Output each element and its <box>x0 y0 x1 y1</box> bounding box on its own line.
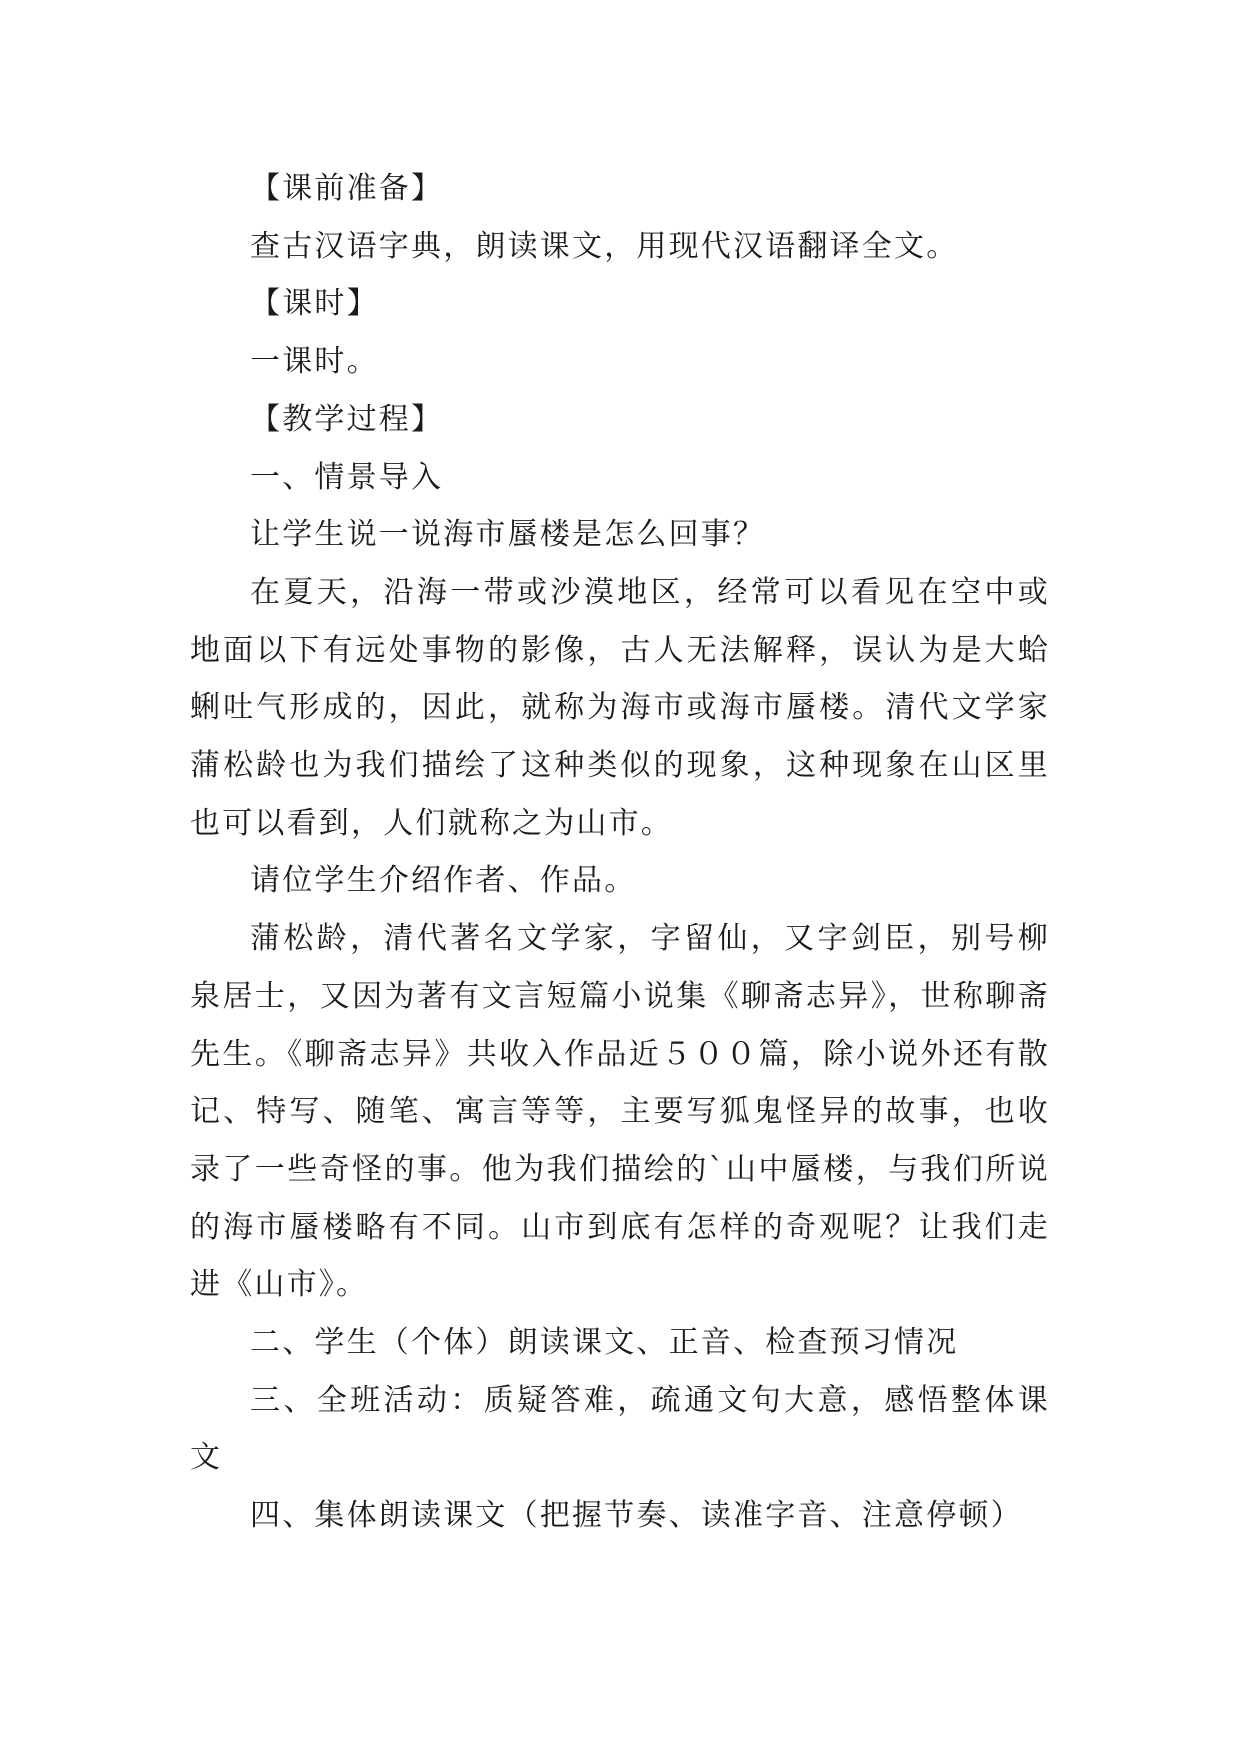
step-heading-introduction: 一、情景导入 <box>250 459 444 495</box>
paragraph-mirage-explanation: 在夏天，沿海一带或沙漠地区，经常可以看见在空中或地面以下有远处事物的影像，古人无法解释，误认为是大蛤蜊吐气形成的，因此，就称为海市或海市蜃楼。清代文学家蒲松龄也为我们描绘了这种类似的现象，这种现象在山区里也可以看到，人们就称之为山市。 <box>190 574 1050 841</box>
section-heading-preparation: 【课前准备】 <box>250 171 444 206</box>
step-heading-group-reading: 四、集体朗读课文（把握节奏、读准字音、注意停顿） <box>250 1498 1023 1534</box>
step-heading-reading: 二、学生（个体）朗读课文、正音、检查预习情况 <box>250 1325 959 1361</box>
paragraph-author-intro-prompt: 请位学生介绍作者、作品。 <box>250 863 637 899</box>
section-heading-class-hours: 【课时】 <box>250 286 379 322</box>
paragraph-class-hours: 一课时。 <box>250 344 379 380</box>
paragraph-preparation: 查古汉语字典，朗读课文，用现代汉语翻译全文。 <box>250 228 959 264</box>
paragraph-author-bio: 蒲松龄，清代著名文学家，字留仙，又字剑臣，别号柳泉居士，又因为著有文言短篇小说集《聊斋志异》，世称聊斋先生。《聊斋志异》共收入作品近５００篇，除小说外还有散记、特写、随笔、寓言等等，主要写狐鬼怪异的故事，也收录了一些奇怪的事。他为我们描绘的`山中蜃楼，与我们所说的海市蜃楼略有不同。山市到底有怎样的奇观呢？让我们走进《山市》。 <box>190 921 1050 1303</box>
document-body <box>190 160 1050 1545</box>
section-heading-teaching-process: 【教学过程】 <box>250 401 444 437</box>
step-heading-class-activity: 三、全班活动：质疑答难，疏通文句大意，感悟整体课文 <box>190 1382 1050 1476</box>
paragraph-question: 让学生说一说海市蜃楼是怎么回事？ <box>250 517 766 553</box>
